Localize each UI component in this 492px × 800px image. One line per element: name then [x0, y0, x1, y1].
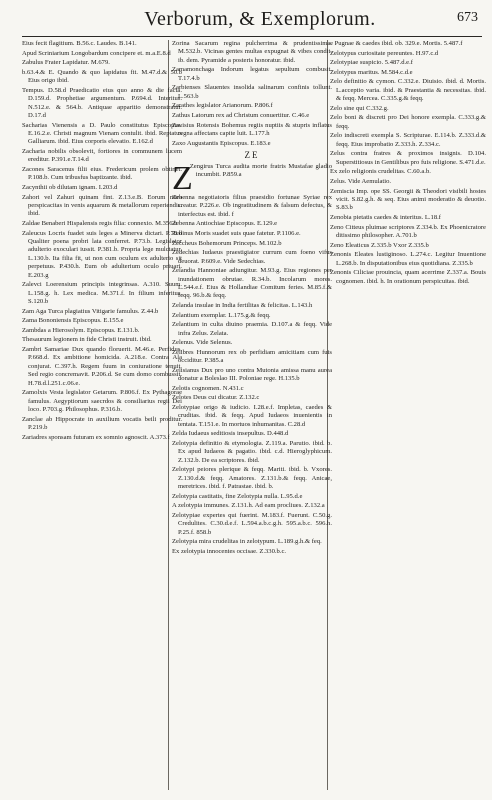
index-entry: b.63.4.& E. Quando & quo lapidatus fit. M.47.d.& 50.b Eius origo ibid. — [22, 68, 182, 85]
index-entry: Zambri Samariae Dux quando floruerit. M.46.e. Perfidus. P.668.d. Ex ambitione homicida. A.218.e. Contra Ala conjurat. C.397.h. Regem fuum in coniuratione tenuit. Sed regio concremavit. P.206.d. Se cum domo combussit. H.78.d.l.251.c.06.e. — [22, 346, 182, 387]
index-entry: Zathus Latorum rex ad Christum conuertitur. C.46.e — [172, 112, 310, 119]
index-entry: Apud Scriniarium Longobardum concipere et. m.a.E.8.d — [22, 49, 171, 57]
index-entry: Zelantium in culta diuino praemia. D.107.a & feqq. Vide infra Zelus. Zelata. — [172, 321, 332, 337]
index-entry: Sacharias Vienensis a D. Paulo constitutus Episcopus. E.16.2.e. Christi magnum Vienam contulit. ibid. Reptatus Galliarum. ibid. Eius corporis elevatio. E.162.d — [22, 121, 182, 146]
index-entry: Ex zelotypia innocentes occisae. Z.330.b.c. — [172, 547, 287, 555]
index-entry: Zeno Eleaticus Z.335.b Vxor Z.335.b — [330, 241, 429, 249]
index-entry: Zelotypi peiores plerique & feqq. Mariti. ibid. b. Vxores. Z.130.d.& feqq. Amatores. Z.131.b.& feqq. Anicae, meretrices. ibid. f. Patrastae. ibid. b. — [172, 466, 332, 491]
index-entry: Zebenna Antiochiae Episcopus. E.129.e — [172, 220, 278, 228]
index-entry: Zelotypus curiositate pereuntes. H.97.c.d — [330, 49, 439, 57]
dropcap-entry — [172, 160, 332, 197]
index-entry: Zama Bononiensis Episcopus. E.155.e — [22, 317, 124, 325]
index-entry: Zelotypiae expertes qui fuerint. M.183.f. Fuerunt. C.50.g. Credulites. C.30.d.e.f. L.594.a.b.c.g.h. 595.a.b.c. 596.h. P.25.f. 858.b — [172, 511, 332, 536]
index-entry: Zemiscia Imp. ope SS. Georgii & Theodori visibili hostes vicit. S.82.g.h. & seq. Eius animi moderatio & deuotio. S.83.b — [330, 187, 486, 212]
index-entry: Zacones Saracenus filii eius. Fredericum prolem obtinet. P.108.b. Cum tribusfus baptizante. ibid. — [22, 166, 182, 182]
index-entry: Zarathes legislator Arianorum. P.806.f — [172, 102, 273, 110]
index-entry: Zelotypus maritus. M.584.c.d.e — [330, 68, 413, 76]
index-entry: Zelantium exemplar. L.175.g.& feqq. — [172, 311, 271, 319]
index-entry: Zebinus Moris suadet suis quae fatetur. P.1106.e. — [172, 230, 301, 237]
index-entry: Zabulus Frater Lapidatur. M.679. — [22, 59, 110, 67]
index-entry: Zahori vel Zahuri quinam fint. Z.13.e.B. Eorum mira perspicacitas in venis aquarum & metallorum reperiendis. ibid. — [22, 193, 182, 218]
index-entry: Zelda Iudaeus seditiosis insepultus. D.448.d — [172, 430, 289, 438]
index-entry: Zelo definitio & cymon. C.332.e. Diuisio. ibid. d. Mortis. L.acceptio varia. ibid. & Praestantia & necessitas. ibid. & feqq. Mercea. C.335.g.& feqq. — [330, 78, 486, 103]
index-entry: Zebenna negotiatoris filius praesidio fortunae Syriae rex creatur. P.226.e. Ob ingratitudinem & falsum defectus, & interfectus est. ibid. f — [172, 194, 332, 218]
index-entry: Zavisius Rotensis Bohemus regiis nuptiis & stupris inflatus regna affectans capite luit. L.177.h — [172, 121, 332, 137]
index-entry: Zelo sine qui C.332.g. — [330, 104, 389, 112]
index-entry: Zelotypia mira crudelitas in zelotypum. L.189.g.h.& feq. — [172, 538, 322, 546]
index-entry: Zaxo Augustantis Episcopus. E.183.e — [172, 139, 271, 147]
section-heading: ZE — [244, 150, 260, 160]
dropcap-letter: Z — [172, 160, 193, 197]
index-entry: Zarbienses Slauentes insolida salinarum confinis tollunt. L.563.b — [172, 84, 332, 100]
index-entry: Thesaurum legionem in fide Christi instruit. ibid. — [22, 336, 152, 344]
index-entry: A zelotypia immunes. Z.131.h. Ad eam procliues. Z.132.a — [172, 502, 325, 510]
index-entry: Zelanda insulae in India fertilitas & felicitas. L.143.h — [172, 302, 313, 309]
index-entry: Zam Aga Turca plagiatius Vitigarie famulus. Z.44.b — [22, 307, 159, 315]
header-rule — [22, 36, 482, 37]
index-entry: Zalevci Loerensium principis integrinsas. A.310. Suum. L.158.g. h. Lex medica. M.371.f. In filium inferitus. S.120.b — [22, 281, 182, 306]
index-column-right — [330, 40, 486, 792]
index-column-left — [22, 40, 182, 792]
index-entry: Zenonis Eleates lustiginoso. L.274.c. Legitur Inuentione L.268.b. In disputationibus eius quotidiana. Z.335.b — [330, 251, 486, 267]
index-entry: Zeno Citteus pluimae scriptores Z.334.b. Ex Phoenicratore ditissimo philosopher. A.701.b — [330, 223, 486, 239]
index-entry: Zamolxis Vesta legislator Getarum. P.806.f. Ex Pythagorae famulus. Aegyptiorum saecrdos & consiliarius regii Dei loco. P.703.g. Philosophus. P.316.b. — [22, 389, 182, 414]
index-entry: Zanclae ab Hippocrate in auxilium vocatis beili proditur. P.219.b — [22, 415, 182, 432]
index-entry: Zelus contra fratres & proximos insignis. D.104. Superstitiosus in Gentilibus pro fuis religione. S.471.d.e. — [330, 150, 486, 166]
index-entry: Zamamonchaga Indorum legatus sepultum combusit. T.17.4.b — [172, 66, 332, 82]
running-head: Verborum, & Exemplorum. — [144, 8, 376, 30]
index-entry: Ex zelo religionis crudelitas. C.60.a.b. — [330, 168, 431, 176]
index-entry: Zelo boni & discreti pro Dei honore exempla. C.333.g.& feqq. — [330, 114, 486, 130]
index-entry: Zelibres Hunnorum rex ob perfidiam amicitiam cum fuis occiditur. P.385.a — [172, 348, 332, 365]
index-entry: Zelotypia definitio & etymologia. Z.119.a. Parutio. ibid. b. Ex apud Iudaeos & pagatio. ibid. c.d. Hieroglyphicum. Z.132.b. De ea scriptores. ibid. — [172, 439, 332, 464]
page-header — [0, 8, 492, 32]
index-entry: Zorina Sacarum regina pulcherrima & prudentissima. M.532.b. Vicinas gentes multas expugnat & vibes condit. ib. dem. Pyramide a posteris honoratur. ibid. — [172, 40, 332, 64]
index-entry: Zeccheus Bohemorum Princeps. M.102.b — [172, 239, 282, 247]
index-entry: Eius fecit flagitium. B.56.c. Laudes. B.141. — [22, 40, 137, 47]
index-entry: Zaldae Benaberi Hispalensis regis filia: connexio. M.356.h — [22, 220, 178, 227]
index-entry: Zelotypiae suspicio. 5.487.d.e.f — [330, 59, 413, 67]
index-entry: Zelotypia castitatis, fine Zelotypia nulla. L.95.d.e — [172, 492, 303, 500]
index-entry: Zelotypiae origo & iudicio. I.28.e.f. Impletas, caedes & cruditas. ibid. & feqq. Apud Iudaeos inuenientis in tentata. T.151.e. In mortuos inhumanitas. C.28.d — [172, 403, 332, 428]
index-entry: Zenonis Ciliciae prouincia, quam acerrime Z.337.a. Bouis cognomen. ibid. h. In orationum perspicuitas. ibid. — [330, 269, 486, 285]
index-entry: Zelus. Vide Aemulatio. — [330, 177, 392, 185]
index-entry: Zelenus. Vide Selenus. — [172, 339, 233, 347]
index-entry: Zaleucus Locris fuadet suis leges a Minerva dictari. P.78.d Qualiter poena probri lata conferret. P.73.b. Legislator adulterio exoculari iussit. P.381.b. Propria lege mulctatur. L.130.b. Ita filia fit, ut non cum oculum ex adulterio sit perpetuus. P.430.h. Eum ob adulterium oculo priuari. E.203.g — [22, 229, 182, 279]
index-entry: Zariadres sponsam futuram ex somnio agnoscit. A.373.f — [22, 433, 170, 441]
page-number: 673 — [457, 10, 478, 25]
index-entry: Zelisianus Dux pro uno contra Mutonia amissa manu aurea donatur a Boleslao III. Poloniae rege. H.135.b — [172, 366, 332, 383]
index-entry: Zelotis cognomen. N.431.c — [172, 384, 244, 392]
index-entry: Zacynthii ob dilutam ignam. I.203.d — [22, 184, 118, 191]
index-entry: Zacharia nobilis obsolevit, fortiores in communem lucem ereditur. P.391.e.T.14.d — [22, 148, 182, 164]
index-entry: Zedechias Iudaeus praestigiator currum cum foeno vifus deuorat. P.609.e. Vide Sedechias. — [172, 249, 332, 265]
dropcap-entry-text: Zengirus Turca audita morte fratris Mustafae gladio incumbit. P.859.a — [189, 163, 332, 179]
index-entry: Tempus. D.58.d Praedicatio eius quo anno & die facta. D.159.d. Prophetiae argumentum. P.694.d. Interitus. N.512.e. & 564.b. Antiquae apparitio demonstratur. D.17.d — [22, 86, 182, 119]
index-entry: Zelandia Hannoniae adiungitur. M.93.g. Eius regiones per inundationem obrutae. R.34.b. Incolarum mores. L.544.e.f. Eius & Hollandiae Comitum feries. M.85.f.& feqq. 96.b.& feqq. — [172, 267, 332, 300]
index-entry: Zambdas a Hierosolym. Episcopus. E.131.b. — [22, 326, 140, 334]
index-entry: Zelotes Deus cui dicatur. Z.132.c — [172, 394, 260, 402]
index-column-middle — [172, 40, 332, 792]
index-entry: Zelo indiscreti exempla S. Scripturae. E.114.b. Z.333.d.& feqq. Eius improbatio Z.333.h. Z.334.c. — [330, 132, 486, 148]
index-entry: e Pugnae & caedes ibid. ob. 329.e. Mortis. 5.487.f — [330, 40, 463, 47]
index-entry: Zenobia pietatis caedes & interitus. L.18.f — [330, 213, 441, 221]
